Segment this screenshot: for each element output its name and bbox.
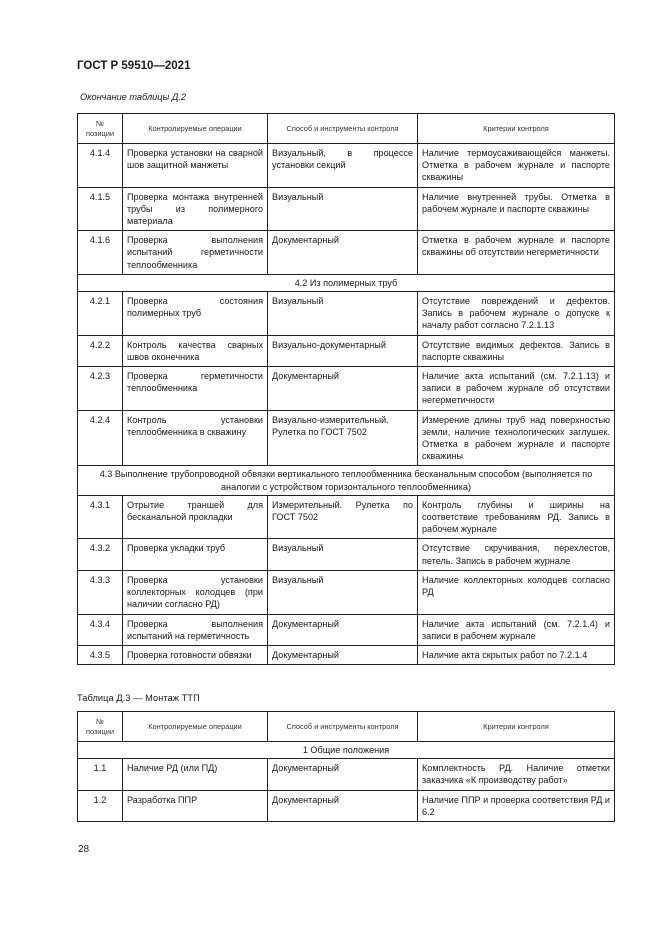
method-cell: Документарный bbox=[268, 367, 418, 411]
table-caption-d3: Таблица Д.3 — Монтаж ТТП bbox=[77, 693, 200, 703]
position-number: 4.2.1 bbox=[78, 292, 123, 336]
method-cell: Визуальный, в процессе установки секций bbox=[268, 144, 418, 188]
criteria-cell: Наличие термоусаживающейся манжеты. Отметка в рабочем журнале и паспорте скважины bbox=[418, 144, 615, 188]
criteria-cell: Контроль глубины и ширины на соответствие требованиям РД. Запись в рабочем журнале bbox=[418, 495, 615, 539]
position-number: 1.1 bbox=[78, 759, 123, 790]
method-cell: Визуальный bbox=[268, 570, 418, 614]
position-number: 4.3.5 bbox=[78, 645, 123, 664]
table-caption-d2-end: Окончание таблицы Д.2 bbox=[80, 92, 186, 102]
document-id: ГОСТ Р 59510—2021 bbox=[77, 60, 191, 72]
position-number: 4.1.5 bbox=[78, 187, 123, 231]
criteria-cell: Наличие акта скрытых работ по 7.2.1.4 bbox=[418, 645, 615, 664]
operation-cell: Отрытие траншей для бесканальной прокладки bbox=[123, 495, 268, 539]
criteria-cell: Отсутствие видимых дефектов. Запись в паспорте скважины bbox=[418, 335, 615, 366]
operation-cell: Проверка выполнения испытаний герметичности теплообменника bbox=[123, 231, 268, 275]
operation-cell: Контроль установки теплообменника в скважину bbox=[123, 410, 268, 466]
table-header-row bbox=[78, 114, 615, 144]
table-row bbox=[78, 759, 615, 790]
table-d3 bbox=[77, 711, 615, 822]
position-number: 4.1.6 bbox=[78, 231, 123, 275]
position-number: 4.1.4 bbox=[78, 144, 123, 188]
method-cell: Документарный bbox=[268, 790, 418, 821]
operation-cell: Контроль качества сварных швов оконечника bbox=[123, 335, 268, 366]
header-method: Способ и инструменты контроля bbox=[268, 712, 418, 742]
operation-cell: Проверка герметичности теплообменника bbox=[123, 367, 268, 411]
method-cell: Документарный bbox=[268, 645, 418, 664]
page-number: 28 bbox=[78, 844, 90, 855]
table-row bbox=[78, 144, 615, 188]
criteria-cell: Отсутствие скручивания, перехлестов, петель. Запись в рабочем журнале bbox=[418, 539, 615, 570]
method-cell: Измерительный. Рулетка по ГОСТ 7502 bbox=[268, 495, 418, 539]
table-row bbox=[78, 614, 615, 645]
criteria-cell: Отметка в рабочем журнале и паспорте скважины об отсутствии негерметичности bbox=[418, 231, 615, 275]
header-operations: Контролируемые операции bbox=[123, 114, 268, 144]
position-number: 4.3.4 bbox=[78, 614, 123, 645]
criteria-cell: Наличие акта испытаний (см. 7.2.1.13) и записи в рабочем журнале об отсутствии негерметичности bbox=[418, 367, 615, 411]
position-number: 4.3.1 bbox=[78, 495, 123, 539]
criteria-cell: Наличие коллекторных колодцев согласно РД bbox=[418, 570, 615, 614]
criteria-cell: Отсутствие повреждений и дефектов. Запись в рабочем журнале о допуске к началу работ согласно 7.2.1.13 bbox=[418, 292, 615, 336]
table-d3-body bbox=[78, 742, 615, 822]
position-number: 4.2.3 bbox=[78, 367, 123, 411]
table-row bbox=[78, 645, 615, 664]
criteria-cell: Наличие акта испытаний (см. 7.2.1.4) и записи в рабочем журнале bbox=[418, 614, 615, 645]
operation-cell: Проверка установки коллекторных колодцев (при наличии согласно РД) bbox=[123, 570, 268, 614]
table-row bbox=[78, 335, 615, 366]
table-section-row bbox=[78, 466, 615, 495]
method-cell: Визуальный bbox=[268, 292, 418, 336]
table-d2-body bbox=[78, 144, 615, 665]
table-row bbox=[78, 231, 615, 275]
table-section-row bbox=[78, 742, 615, 759]
operation-cell: Проверка установки на сварной шов защитной манжеты bbox=[123, 144, 268, 188]
header-method: Способ и инструменты контроля bbox=[268, 114, 418, 144]
operation-cell: Проверка монтажа внутренней трубы из полимерного материала bbox=[123, 187, 268, 231]
table-row bbox=[78, 495, 615, 539]
method-cell: Визуально-документарный bbox=[268, 335, 418, 366]
table-header-row bbox=[78, 712, 615, 742]
method-cell: Визуальный bbox=[268, 539, 418, 570]
header-criteria: Критерии контроля bbox=[418, 712, 615, 742]
method-cell: Документарный bbox=[268, 231, 418, 275]
table-row bbox=[78, 790, 615, 821]
operation-cell: Проверка выполнения испытаний на герметичность bbox=[123, 614, 268, 645]
position-number: 4.3.3 bbox=[78, 570, 123, 614]
header-num: № позиции bbox=[78, 712, 123, 742]
operation-cell: Проверка состояния полимерных труб bbox=[123, 292, 268, 336]
position-number: 4.3.2 bbox=[78, 539, 123, 570]
table-d2 bbox=[77, 113, 615, 665]
section-title: 4.2 Из полимерных труб bbox=[78, 274, 615, 291]
table-row bbox=[78, 367, 615, 411]
criteria-cell: Наличие внутренней трубы. Отметка в рабочем журнале и паспорте скважины bbox=[418, 187, 615, 231]
criteria-cell: Наличие ППР и проверка соответствия РД и 6.2 bbox=[418, 790, 615, 821]
section-title: 4.3 Выполнение трубопроводной обвязки вертикального теплообменника бесканальным способом (выполняется по аналогии с устройством горизонтального теплообменника) bbox=[78, 466, 615, 495]
operation-cell: Проверка готовности обвязки bbox=[123, 645, 268, 664]
header-operations: Контролируемые операции bbox=[123, 712, 268, 742]
table-row bbox=[78, 539, 615, 570]
position-number: 1.2 bbox=[78, 790, 123, 821]
method-cell: Документарный bbox=[268, 614, 418, 645]
operation-cell: Разработка ППР bbox=[123, 790, 268, 821]
table-row bbox=[78, 187, 615, 231]
operation-cell: Наличие РД (или ПД) bbox=[123, 759, 268, 790]
header-criteria: Критерии контроля bbox=[418, 114, 615, 144]
position-number: 4.2.2 bbox=[78, 335, 123, 366]
table-section-row bbox=[78, 274, 615, 291]
header-num: № позиции bbox=[78, 114, 123, 144]
criteria-cell: Измерение длины труб над поверхностью земли, наличие технологических заглушек. Отметка в рабочем журнале и паспорте скважины bbox=[418, 410, 615, 466]
section-title: 1 Общие положения bbox=[78, 742, 615, 759]
method-cell: Визуальный bbox=[268, 187, 418, 231]
position-number: 4.2.4 bbox=[78, 410, 123, 466]
method-cell: Визуально-измерительный. Рулетка по ГОСТ 7502 bbox=[268, 410, 418, 466]
method-cell: Документарный bbox=[268, 759, 418, 790]
table-row bbox=[78, 570, 615, 614]
criteria-cell: Комплектность РД. Наличие отметки заказчика «К производству работ» bbox=[418, 759, 615, 790]
table-row bbox=[78, 292, 615, 336]
table-row bbox=[78, 410, 615, 466]
operation-cell: Проверка укладки труб bbox=[123, 539, 268, 570]
